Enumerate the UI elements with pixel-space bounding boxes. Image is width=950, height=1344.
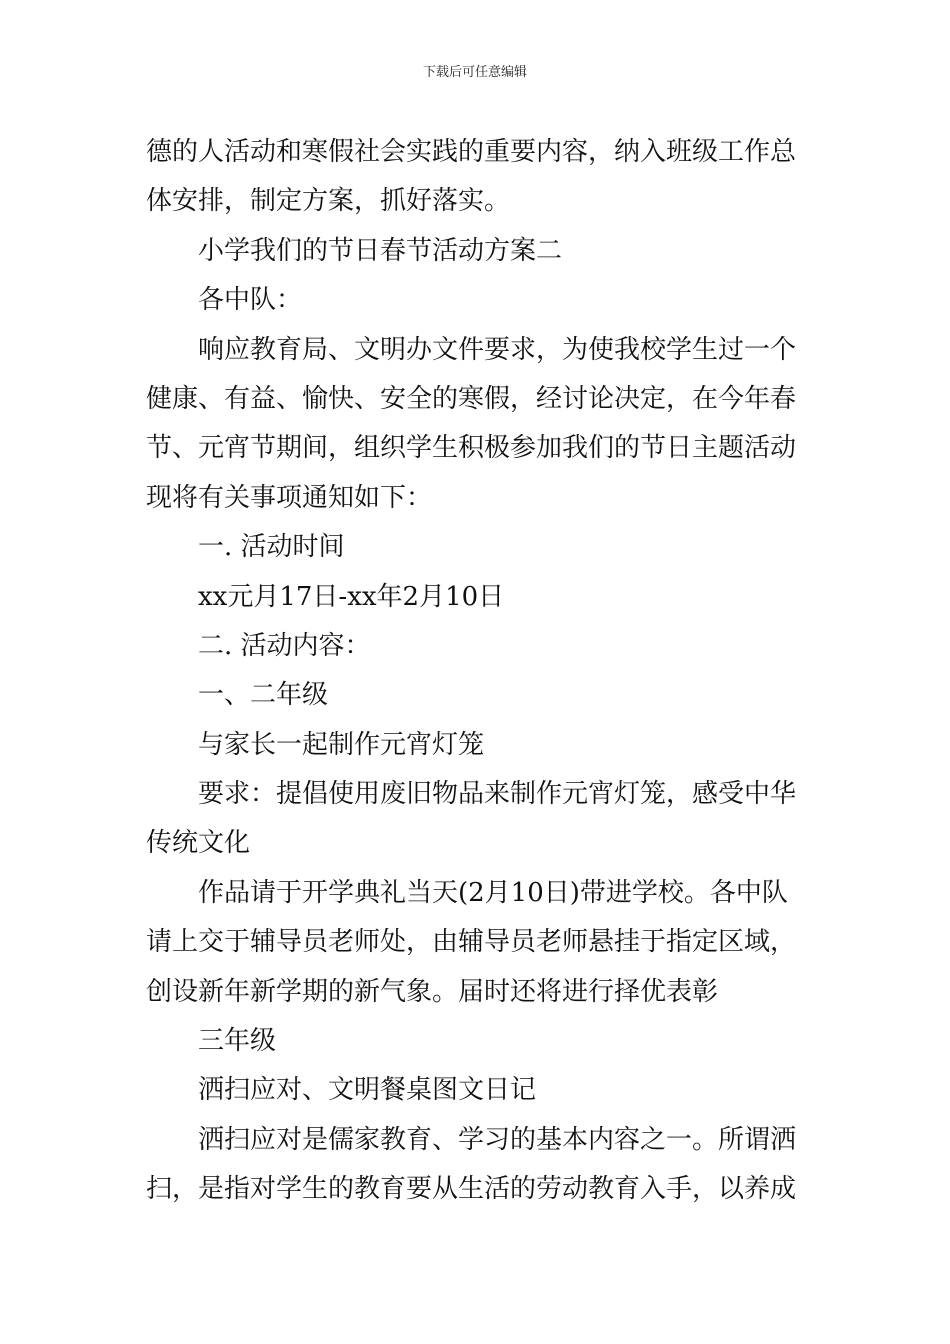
section-heading: 一. 活动时间 (198, 532, 345, 563)
text-line: 节、元宵节期间，组织学生积极参加我们的节日主题活动 (146, 433, 797, 464)
text-line: 与家长一起制作元宵灯笼 (198, 729, 485, 760)
text-line: xx元月17日-xx年2月10日 (198, 581, 505, 612)
text-line: 请上交于辅导员老师处，由辅导员老师悬挂于指定区域， (146, 927, 797, 958)
text-line: 现将有关事项通知如下： (146, 482, 433, 513)
text-line: 洒扫应对、文明餐桌图文日记 (198, 1075, 537, 1106)
salutation: 各中队： (198, 285, 303, 316)
text-line: 要求：提倡使用废旧物品来制作元宵灯笼，感受中华 (198, 779, 797, 810)
section-heading: 二. 活动内容： (198, 630, 371, 661)
subsection-heading: 三年级 (198, 1026, 277, 1057)
page-header-note: 下载后可任意编辑 (422, 65, 527, 80)
text-line: 体安排，制定方案，抓好落实。 (146, 186, 511, 217)
text-line: 健康、有益、愉快、安全的寒假，经讨论决定，在今年春 (146, 383, 797, 414)
text-line: 创设新年新学期的新气象。届时还将进行择优表彰 (146, 976, 719, 1007)
subsection-heading: 一、二年级 (198, 680, 329, 711)
text-line: 作品请于开学典礼当天(2月10日)带进学校。各中队 (198, 877, 788, 908)
text-line: 响应教育局、文明办文件要求，为使我校学生过一个 (198, 334, 797, 365)
document-body (146, 128, 812, 1215)
section-title: 小学我们的节日春节活动方案二 (198, 235, 563, 266)
text-line: 扫，是指对学生的教育要从生活的劳动教育入手，以养成 (146, 1174, 797, 1205)
text-line: 传统文化 (146, 828, 251, 859)
text-line: 德的人活动和寒假社会实践的重要内容，纳入班级工作总 (146, 137, 797, 167)
text-line: 洒扫应对是儒家教育、学习的基本内容之一。所谓洒 (198, 1124, 797, 1155)
